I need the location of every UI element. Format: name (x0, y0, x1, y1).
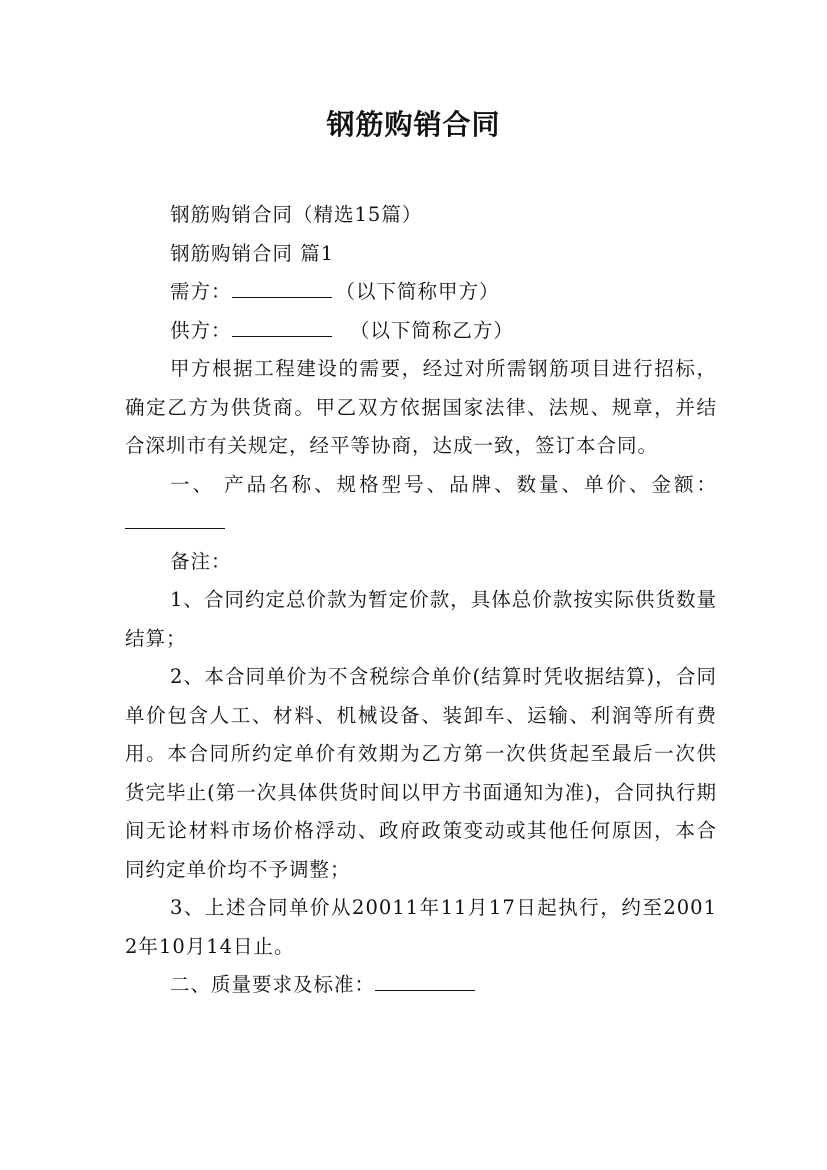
supply-party-blank (232, 314, 332, 337)
paragraph-subtitle: 钢筋购销合同（精选15篇） (170, 203, 423, 226)
supply-party-suffix: （以下简称乙方） (349, 318, 514, 342)
document-body (125, 196, 717, 1005)
document-title: 钢筋购销合同 (326, 108, 501, 141)
section-2-text: 二、质量要求及标准： (170, 973, 376, 996)
demand-party-line (125, 273, 717, 312)
supply-party-label: 供方： (170, 318, 232, 342)
paragraph-chapter-heading: 钢筋购销合同 篇1 (170, 241, 335, 265)
section-1-heading (125, 466, 717, 543)
intro-paragraph: 甲方根据工程建设的需要，经过对所需钢筋项目进行招标，确定乙方为供货商。甲乙双方依据国家法律、法规、规章，并结合深圳市有关规定，经平等协商，达成一致，签订本合同。 (125, 357, 717, 457)
demand-party-suffix: （以下简称甲方） (335, 280, 500, 303)
section-2-blank (375, 968, 475, 991)
demand-party-blank (232, 275, 332, 298)
demand-party-label: 需方： (170, 280, 232, 303)
remark-heading: 备注： (170, 549, 232, 573)
section-1-text: 一、 产品名称、规格型号、品牌、数量、单价、金额： (170, 472, 717, 496)
note-3: 3、上述合同单价从20011年11月17日起执行，约至20012年10月14日止。 (125, 896, 717, 958)
section-1-blank (125, 506, 225, 529)
supply-party-line (125, 312, 717, 351)
note-1: 1、合同约定总价款为暂定价款，具体总价款按实际供货数量结算； (125, 588, 717, 650)
note-2: 2、本合同单价为不含税综合单价(结算时凭收据结算)，合同单价包含人工、材料、机械设备、装卸车、运输、利润等所有费用。本合同所约定单价有效期为乙方第一次供货起至最后一次供货完毕止(第一次具体供货时间以甲方书面通知为准)，合同执行期间无论材料市场价格浮动、政府政策变动或其他任何原因，本合同约定单价均不予调整； (125, 665, 717, 881)
section-2-heading (125, 966, 717, 1005)
